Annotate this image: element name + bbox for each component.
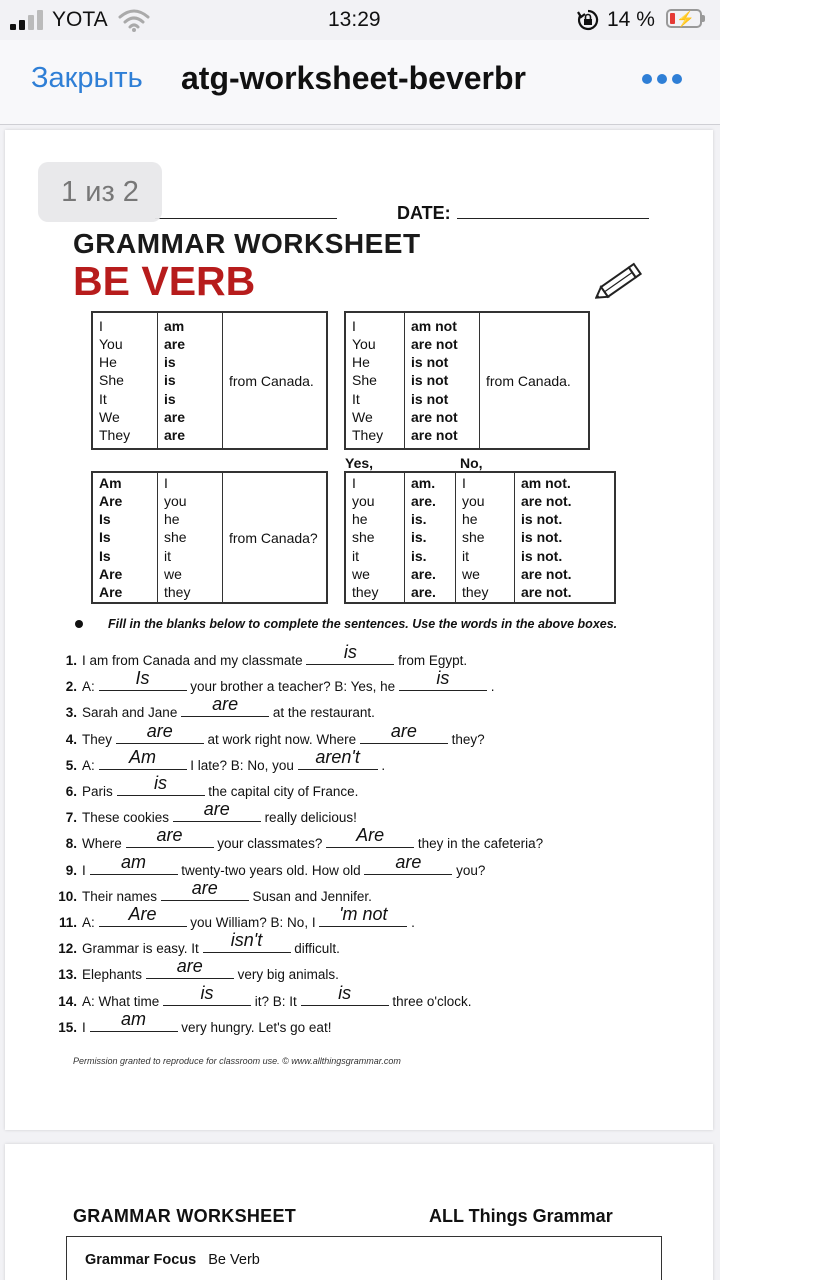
verb-cell: are — [164, 426, 186, 443]
question-text: Where — [82, 836, 126, 852]
battery-percent: 14 % — [607, 8, 655, 31]
answer-blank — [306, 642, 394, 665]
question-text: Their names — [82, 888, 161, 904]
question-text: They — [82, 731, 116, 747]
question-text: . — [381, 757, 386, 773]
question-text: from Egypt. — [398, 653, 468, 668]
answer-blank — [360, 720, 448, 744]
verb-cell: are not. — [521, 565, 572, 582]
question-number: 5. — [65, 757, 77, 773]
page-indicator: 1 из 2 — [38, 162, 162, 222]
verb-cell: am. — [411, 474, 436, 491]
verb-cell: are not. — [521, 493, 572, 510]
question-text: These cookies — [82, 810, 173, 826]
pronoun-cell: It — [99, 390, 107, 407]
verb-cell: is not — [411, 372, 449, 389]
question-item — [47, 930, 340, 958]
signal-bars-icon — [10, 8, 44, 30]
question-item — [47, 956, 339, 984]
instructions: Fill in the blanks below to complete the sentences. Use the words in the above boxes. — [108, 617, 618, 631]
question-text: Sarah and Jane — [82, 705, 182, 721]
pronoun-cell: they — [462, 583, 489, 600]
handwritten-answer: Is — [135, 668, 150, 689]
pronoun-cell: I — [462, 474, 466, 491]
close-button[interactable]: Закрыть — [31, 62, 143, 94]
document-title: atg-worksheet-beverbr — [181, 60, 526, 96]
verb-cell: is. — [411, 547, 427, 564]
answer-blank — [203, 930, 291, 953]
question-text: A: — [82, 757, 99, 773]
question-item — [47, 773, 359, 801]
status-time: 13:29 — [328, 8, 381, 31]
verb-column — [99, 474, 151, 601]
affirmative-table — [91, 311, 328, 450]
yes-label: Yes, — [345, 455, 374, 471]
verb-cell: Are — [99, 583, 123, 600]
complement-cell: from Canada. — [229, 372, 314, 389]
pronoun-cell: I — [164, 474, 168, 491]
pronoun-cell: you — [352, 493, 375, 510]
worksheet-title: GRAMMAR WORKSHEET — [73, 228, 421, 259]
question-number: 15. — [58, 1019, 77, 1035]
question-text: they? — [451, 731, 485, 747]
pronoun-cell: I — [99, 317, 103, 334]
handwritten-answer: are — [212, 694, 239, 715]
permission-note: Permission granted to reproduce for classroom use. © www.allthingsgrammar.com — [73, 1056, 401, 1066]
question-text: the capital city of France. — [208, 784, 359, 799]
question-item — [47, 982, 472, 1011]
answer-blank — [126, 825, 214, 848]
handwritten-answer: am — [121, 1008, 147, 1029]
handwritten-answer: are — [395, 851, 422, 872]
pronoun-cell: he — [462, 511, 478, 528]
pronoun-cell: she — [462, 529, 485, 546]
wifi-icon — [118, 8, 150, 32]
pronoun-cell: We — [352, 408, 373, 425]
verb-cell: is not. — [521, 511, 563, 528]
question-item — [47, 746, 386, 775]
verb-cell: are — [164, 336, 186, 353]
answer-blank — [99, 746, 187, 770]
verb-cell: am — [164, 317, 185, 334]
handwritten-answer: are — [176, 956, 203, 977]
pronoun-cell: it — [164, 547, 171, 564]
verb-cell: Is — [99, 511, 111, 528]
question-text: Elephants — [82, 967, 146, 983]
date-label: DATE: — [397, 203, 451, 223]
handwritten-answer: is — [200, 982, 214, 1003]
question-text: Susan and Jennifer. — [252, 888, 372, 904]
verb-cell: is not — [411, 354, 449, 371]
verb-cell: are. — [411, 565, 436, 582]
verb-cell: are not — [411, 426, 458, 443]
question-item — [47, 1008, 332, 1037]
handwritten-answer: Are — [128, 904, 157, 924]
handwritten-answer: am — [121, 851, 147, 872]
question-number: 7. — [65, 810, 77, 826]
verb-cell: is not — [411, 390, 449, 407]
verb-cell: are not — [411, 408, 458, 425]
question-item — [47, 720, 485, 749]
page2-title: GRAMMAR WORKSHEET — [73, 1206, 297, 1226]
question-text: three o'clock. — [392, 993, 472, 1009]
question-text: you William? B: No, I — [190, 915, 320, 930]
question-number: 1. — [65, 653, 77, 668]
pronoun-cell: I — [352, 474, 356, 491]
answer-blank — [298, 746, 378, 770]
verb-cell: is. — [411, 511, 427, 528]
question-text: I — [82, 1019, 90, 1035]
handwritten-answer: is — [338, 982, 352, 1003]
negative-table — [344, 311, 590, 450]
answer-blank — [319, 904, 407, 927]
verb-cell: is — [164, 390, 176, 407]
question-number: 2. — [65, 679, 77, 695]
answer-blank — [163, 982, 251, 1006]
status-bar — [0, 0, 720, 40]
answer-blank — [90, 1008, 178, 1032]
question-text: you? — [456, 862, 486, 878]
question-number: 4. — [65, 731, 77, 747]
question-text: very hungry. Let's go eat! — [181, 1019, 332, 1035]
short-answer-table — [344, 471, 616, 604]
question-text: Paris — [82, 784, 117, 799]
complement-cell: from Canada. — [486, 372, 571, 389]
pronoun-cell: They — [99, 426, 131, 443]
navigation-bar — [0, 40, 720, 125]
pronoun-cell: We — [99, 408, 120, 425]
question-number: 8. — [65, 836, 77, 852]
answer-blank — [326, 825, 414, 848]
question-text: twenty-two years old. How old — [181, 862, 365, 878]
question-text: at work right now. Where — [207, 731, 360, 747]
pronoun-cell: they — [164, 583, 191, 600]
question-text: really delicious! — [264, 810, 357, 826]
handwritten-answer: are — [390, 720, 417, 741]
answer-blank — [99, 904, 187, 927]
answer-blank — [173, 799, 261, 822]
question-text: . — [411, 915, 415, 930]
verb-cell: is — [164, 372, 176, 389]
pronoun-cell: I — [352, 317, 356, 334]
pencil-icon — [595, 260, 645, 302]
handwritten-answer: is — [436, 668, 450, 689]
grammar-focus-value: Be Verb — [208, 1252, 260, 1268]
question-item — [47, 825, 544, 853]
question-text: difficult. — [294, 941, 340, 957]
verb-cell: are. — [411, 583, 436, 600]
no-verb-column — [521, 474, 608, 601]
question-number: 10. — [58, 888, 77, 904]
question-item — [47, 799, 357, 827]
handwritten-answer: Are — [356, 825, 385, 846]
question-text: they in the cafeteria? — [417, 836, 544, 852]
yes-verb-column — [411, 474, 449, 601]
answer-blank — [301, 982, 389, 1006]
pronoun-cell: we — [164, 565, 182, 582]
verb-cell: is. — [411, 529, 427, 546]
question-number: 6. — [65, 784, 77, 799]
verb-cell: is — [164, 354, 176, 371]
handwritten-answer: are — [191, 877, 218, 898]
handwritten-answer: is — [343, 642, 357, 662]
question-number: 12. — [58, 941, 77, 957]
worksheet-subtitle: BE VERB — [73, 258, 256, 304]
handwritten-answer: isn't — [230, 930, 263, 951]
handwritten-answer: are — [203, 799, 230, 820]
pronoun-cell: He — [352, 354, 370, 371]
handwritten-answer: are — [146, 720, 173, 741]
verb-cell: are not — [411, 336, 458, 353]
question-item — [47, 642, 468, 670]
pronoun-cell: it — [352, 547, 359, 564]
answer-blank — [90, 851, 178, 875]
pronoun-column — [164, 474, 216, 601]
pronoun-cell: we — [462, 565, 480, 582]
question-number: 11. — [58, 915, 77, 930]
question-text: Grammar is easy. It — [82, 941, 203, 957]
pronoun-cell: he — [352, 511, 368, 528]
verb-cell: Is — [99, 529, 111, 546]
verb-cell: Is — [99, 547, 111, 564]
answer-blank — [99, 668, 187, 691]
yes-pronoun-column — [352, 474, 398, 601]
pronoun-cell: he — [164, 511, 180, 528]
question-item — [47, 694, 375, 722]
answer-blank — [399, 668, 487, 691]
pronoun-cell: They — [352, 426, 384, 443]
pronoun-cell: She — [352, 372, 377, 389]
question-item — [47, 851, 486, 880]
answer-blank — [364, 851, 452, 875]
answer-blank — [161, 877, 249, 901]
verb-cell: are — [164, 408, 186, 425]
question-text: A: What time — [82, 993, 164, 1009]
handwritten-answer: Am — [129, 746, 157, 767]
question-text: your brother a teacher? B: Yes, he — [190, 679, 399, 695]
question-text: your classmates? — [217, 836, 327, 852]
question-item — [47, 904, 415, 932]
verb-cell: Am — [99, 474, 122, 491]
pronoun-cell: You — [352, 336, 376, 353]
page2-brand: ALL Things Grammar — [429, 1206, 613, 1226]
pronoun-cell: you — [462, 493, 485, 510]
pronoun-cell: It — [352, 390, 360, 407]
pronoun-cell: He — [99, 354, 117, 371]
verb-cell: Are — [99, 493, 123, 510]
question-table — [91, 471, 328, 604]
pronoun-column — [352, 317, 398, 444]
more-dots-icon[interactable] — [642, 74, 682, 86]
question-number: 3. — [65, 705, 77, 721]
bullet-icon — [75, 620, 83, 628]
handwritten-answer: aren't — [315, 746, 360, 767]
pronoun-cell: she — [352, 529, 375, 546]
pronoun-cell: we — [352, 565, 370, 582]
grammar-focus-label: Grammar Focus — [85, 1252, 197, 1268]
answer-blank — [116, 720, 204, 744]
question-text: I — [82, 862, 90, 878]
handwritten-answer: is — [154, 773, 168, 793]
verb-cell: are not. — [521, 583, 572, 600]
question-text: at the restaurant. — [272, 705, 375, 721]
question-item — [47, 877, 372, 906]
question-text: very big animals. — [237, 967, 339, 983]
verb-cell: am not. — [521, 474, 571, 491]
verb-column — [411, 317, 473, 444]
complement-cell: from Canada? — [229, 529, 318, 546]
verb-column — [164, 317, 216, 444]
verb-cell: are. — [411, 493, 436, 510]
question-text: A: — [82, 679, 99, 695]
document-page-1[interactable] — [5, 130, 713, 1130]
verb-cell: is not. — [521, 529, 563, 546]
handwritten-answer: are — [156, 825, 183, 846]
question-text: I late? B: No, you — [190, 757, 298, 773]
rotation-lock-icon — [576, 8, 600, 32]
verb-cell: Are — [99, 565, 123, 582]
question-text: I am from Canada and my classmate — [82, 653, 307, 668]
question-text: . — [490, 679, 495, 695]
question-number: 13. — [58, 967, 77, 983]
grammar-focus-row — [85, 1252, 260, 1268]
carrier-name: YOTA — [52, 8, 108, 31]
question-text: it? B: It — [254, 993, 301, 1009]
question-text: A: — [82, 915, 99, 930]
pronoun-cell: she — [164, 529, 187, 546]
question-number: 14. — [58, 993, 77, 1009]
pronoun-cell: You — [99, 336, 123, 353]
pronoun-column — [99, 317, 151, 444]
pronoun-cell: it — [462, 547, 469, 564]
question-item — [47, 668, 495, 696]
date-line — [457, 218, 649, 219]
verb-cell: am not — [411, 317, 457, 334]
pronoun-cell: She — [99, 372, 124, 389]
answer-blank — [181, 694, 269, 717]
handwritten-answer: 'm not — [339, 904, 388, 924]
battery-charging-icon: ⚡ — [666, 9, 702, 28]
answer-blank — [117, 773, 205, 796]
pronoun-cell: you — [164, 493, 187, 510]
no-label: No, — [460, 455, 483, 471]
verb-cell: is not. — [521, 547, 563, 564]
document-page-2[interactable] — [5, 1144, 713, 1280]
question-number: 9. — [65, 862, 77, 878]
no-pronoun-column — [462, 474, 508, 601]
pronoun-cell: they — [352, 583, 379, 600]
answer-blank — [146, 956, 234, 979]
name-line — [155, 218, 337, 219]
